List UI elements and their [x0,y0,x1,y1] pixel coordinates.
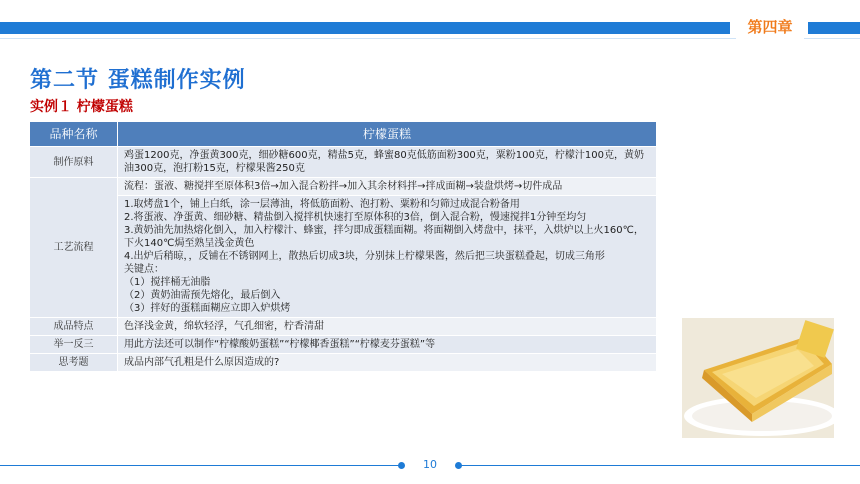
top-divider [0,38,860,39]
table-row-question [30,354,657,372]
footer-dot-left [398,462,405,469]
lemon-cake-image [682,318,834,438]
key-points-title: 关键点： [124,264,164,275]
process-step: 1.取烤盘1个，铺上白纸，涂一层薄油，将低筋面粉、泡打粉、粟粉和匀筛过成混合粉备用 [124,199,520,210]
example-title: 实例１ 柠檬蛋糕 [30,99,133,115]
section-title: 第二节 蛋糕制作实例 [30,68,246,93]
table-row-features [30,318,657,336]
variations-value: 用此方法还可以制作“柠檬酸奶蛋糕”“柠檬椰香蛋糕”“柠檬麦芬蛋糕”等 [118,336,657,354]
key-point: （1）搅拌桶无油脂 [124,277,211,288]
process-flow: 流程：蛋液、糖搅拌至原体积3倍→加入混合粉拌→加入其余材料拌→拌成面糊→装盘烘烤→切件成品 [118,178,657,196]
ingredients-label: 制作原料 [30,147,118,178]
key-point: （3）拌好的蛋糕面糊应立即入炉烘烤 [124,303,291,314]
corner-accent-block [808,22,860,34]
header-label: 品种名称 [30,122,118,147]
question-label: 思考题 [30,354,118,372]
footer-line-left [0,465,400,466]
ingredients-value: 鸡蛋1200克，净蛋黄300克，细砂糖600克，精盐5克，蜂蜜80克低筋面粉300克，粟粉100克，柠檬汁100克，黄奶油300克，泡打粉15克，柠檬果酱250克 [118,147,657,178]
recipe-table [29,121,657,372]
key-point: （2）黄奶油需预先熔化，最后倒入 [124,290,281,301]
table-header-row [30,122,657,147]
table-row-ingredients [30,147,657,178]
process-step: 3.黄奶油先加热熔化倒入，加入柠檬汁、蜂蜜，拌匀即成蛋糕面糊。将面糊倒入烤盘中，抹平，入烘炉以上火160℃，下火140℃焗至熟呈浅金黄色 [124,225,644,249]
table-row-steps [30,196,657,318]
footer-line-right [460,465,860,466]
chapter-label: 第四章 [736,14,804,40]
variations-label: 举一反三 [30,336,118,354]
features-value: 色泽浅金黄，绵软轻浮，气孔细密，柠香清甜 [118,318,657,336]
header-value: 柠檬蛋糕 [118,122,657,147]
question-value: 成品内部气孔粗是什么原因造成的? [118,354,657,372]
process-steps-cell [118,196,657,318]
table-row-variations [30,336,657,354]
process-step: 2.将蛋液、净蛋黄、细砂糖、精盐倒入搅拌机快速打至原体积的3倍，倒入混合粉，慢速搅拌1分钟至均匀 [124,212,587,223]
process-label: 工艺流程 [30,178,118,318]
features-label: 成品特点 [30,318,118,336]
top-accent-bar [0,22,730,34]
process-step: 4.出炉后稍晾，，反铺在不锈钢网上，散热后切成3块，分别抹上柠檬果酱，然后把三块蛋糕叠起，切成三角形 [124,251,605,262]
table-row-flow [30,178,657,196]
page-number: 10 [423,458,437,471]
